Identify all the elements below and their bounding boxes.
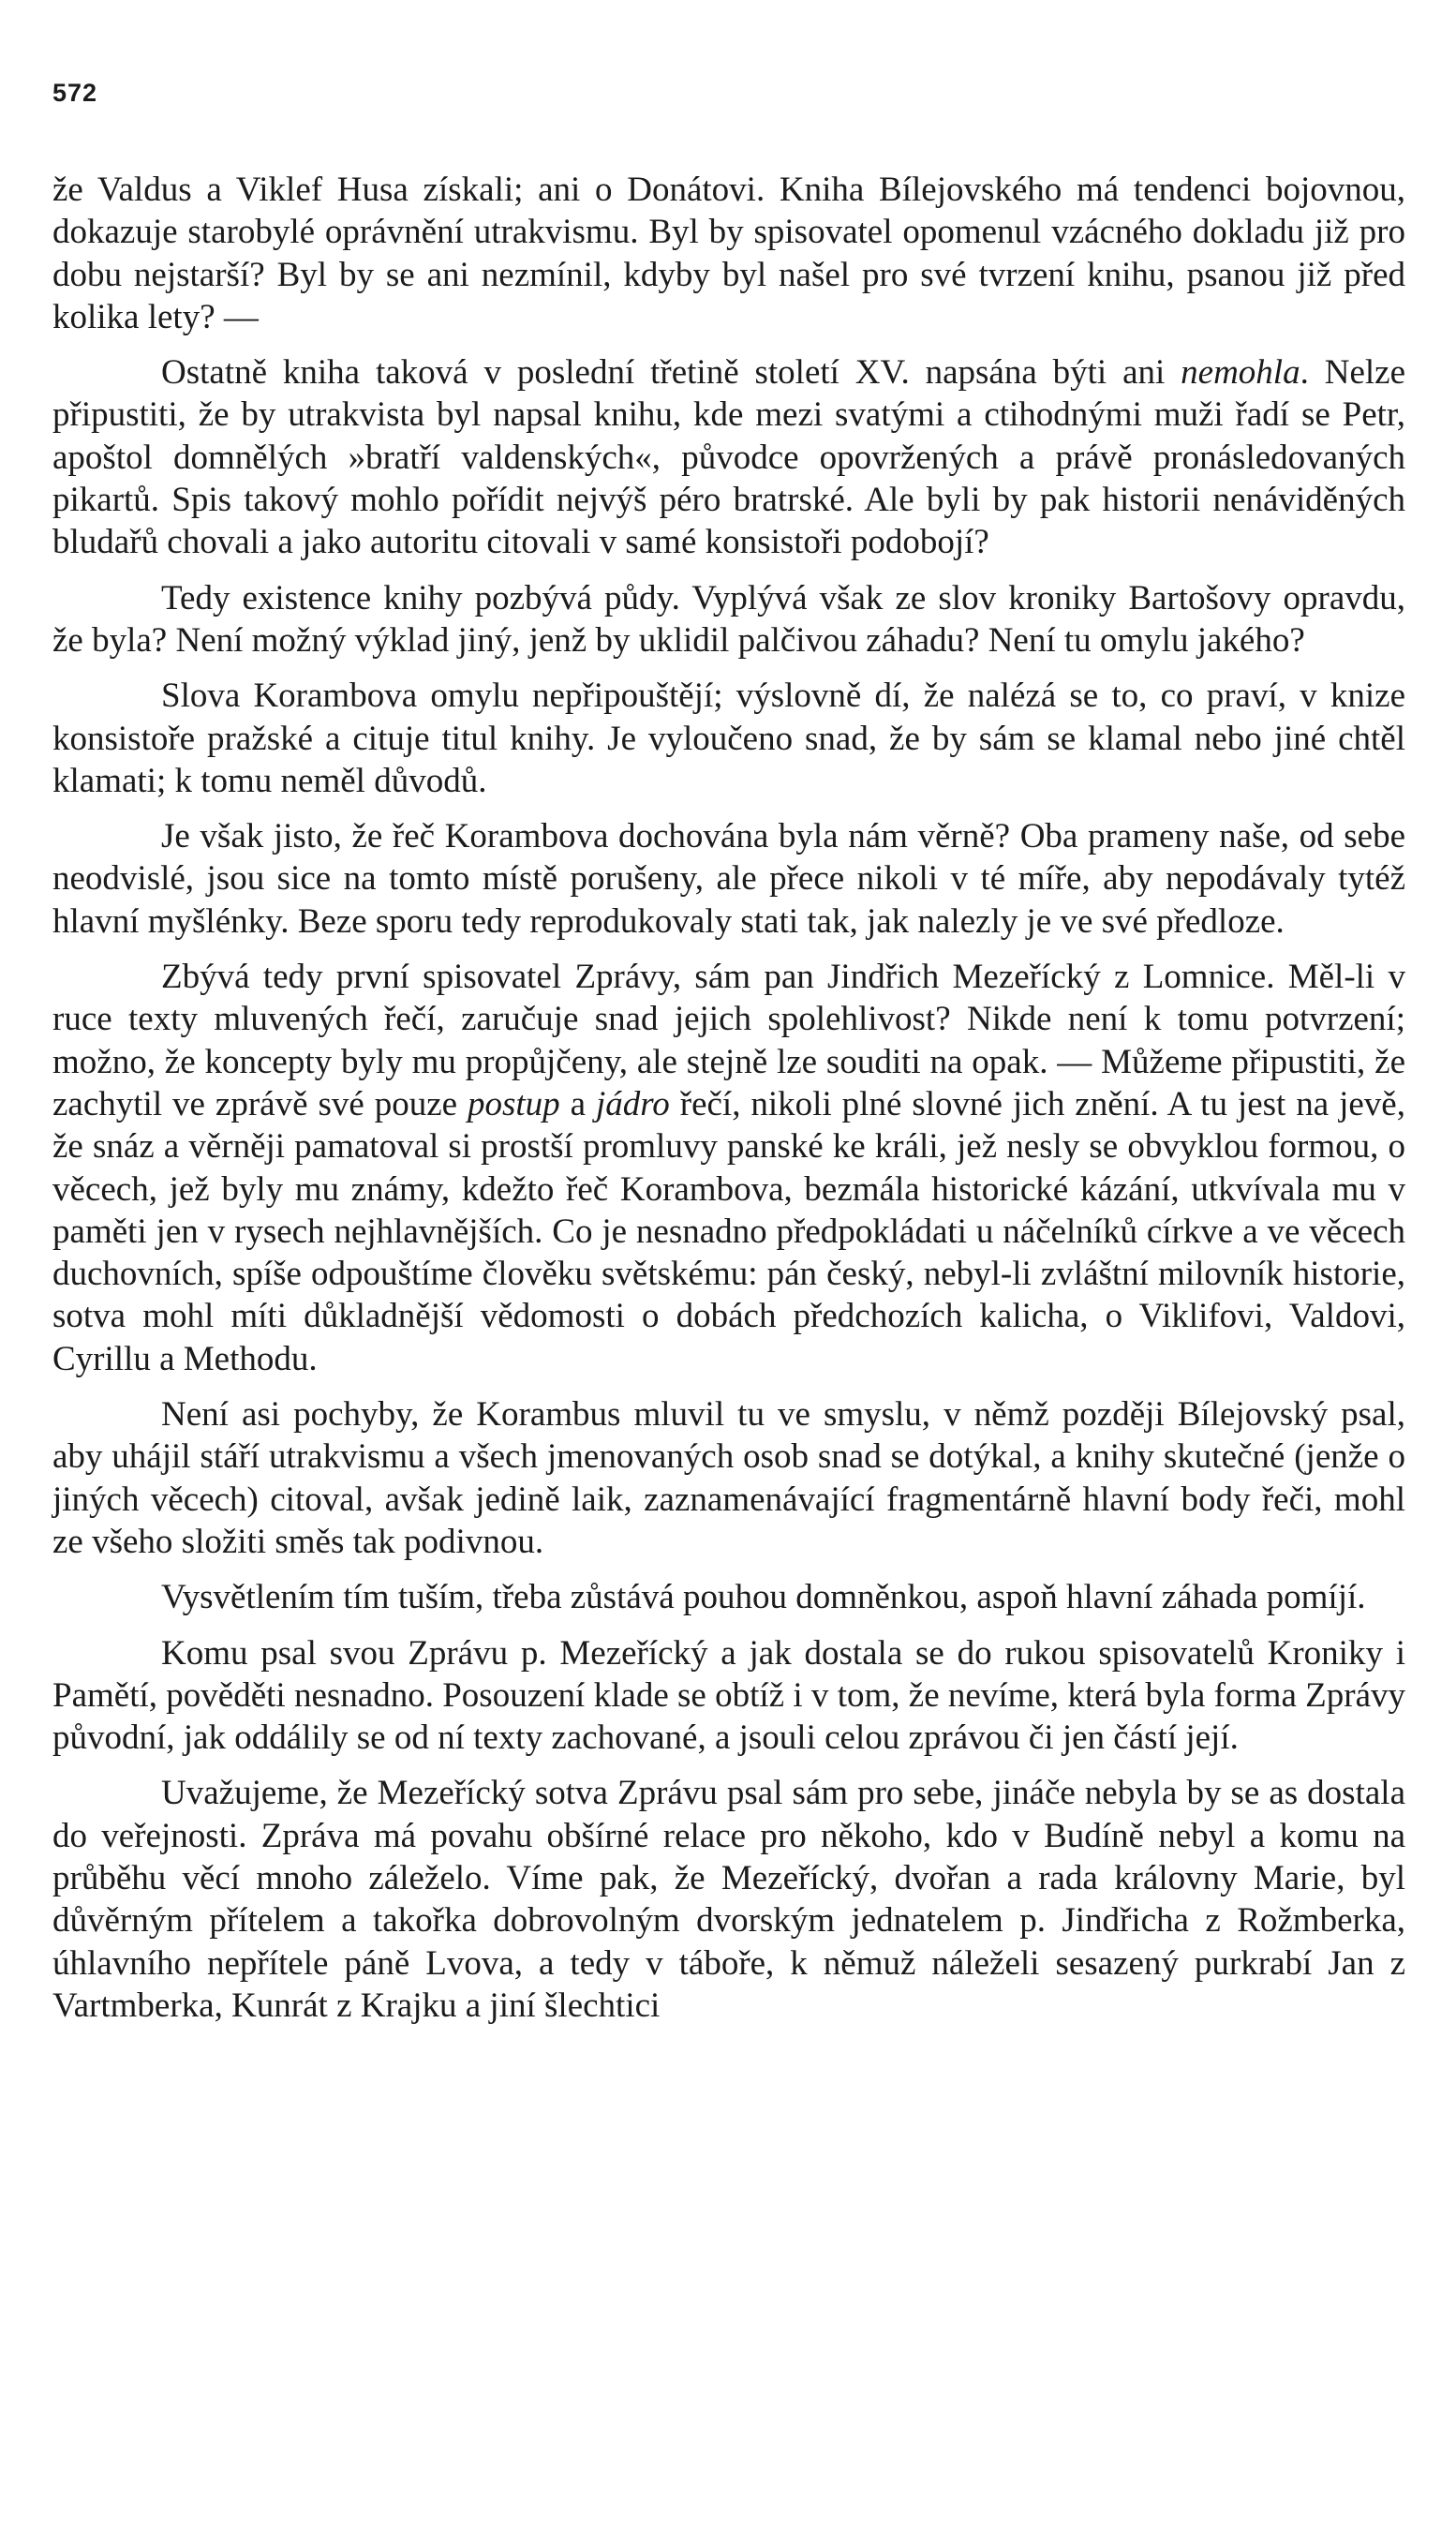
paragraph-text: a — [559, 1084, 596, 1123]
paragraph — [52, 956, 1405, 1380]
paragraph — [52, 815, 1405, 943]
paragraph — [52, 675, 1405, 802]
body-text — [52, 169, 1405, 2040]
paragraph-text: . Nelze připustiti, že by utrakvista byl napsal knihu, kde mezi svatými a ctihodnými muži řadí se Petr, apoštol domnělých »bratří valdenských«, původce opovržených a právě pronásledovaných pikartů. Spis takový mohlo pořídit nejvýš péro bratrské. Ale byli by pak historii nenáviděných bludařů chovali a jako autoritu citovali v samé konsistoři podobojí? — [52, 353, 1405, 562]
paragraph-text: Zbývá tedy první spisovatel Zprávy, sám pan Jindřich Mezeřícký z Lomnice. Měl-li v ruce texty mluvených řečí, zaručuje snad jejich spolehlivost? Nikde není k tomu potvrzení; možno, že koncepty byly mu propůjčeny, ale stejně lze souditi na opak. — Můžeme připustiti, že zachytil ve zprávě své pouze — [52, 958, 1405, 1123]
paragraph-text: Ostatně kniha taková v poslední třetině století XV. napsána býti ani — [161, 353, 1181, 393]
paragraph-text: Je však jisto, že řeč Korambova dochována byla nám věrně? Oba prameny naše, od sebe neodvislé, jsou sice na tomto místě porušeny, ale přece nikoli v té míře, aby nepodávaly tytéž hlavní myšlénky. Beze sporu tedy reprodukovaly stati tak, jak nalezly je ve své předloze. — [52, 817, 1405, 941]
paragraph-text: Uvažujeme, že Mezeřícký sotva Zprávu psal sám pro sebe, jináče nebyla by se as dostala do veřejnosti. Zpráva má povahu obšírné relace pro někoho, kdo v Budíně nebyl a komu na průběhu věcí mnoho záleželo. Víme pak, že Mezeřícký, dvořan a rada královny Marie, byl důvěrným přítelem a takořka dobrovolným dvorským jednatelem p. Jindřicha z Rožmberka, úhlavního nepřítele páně Lvova, a tedy v táboře, k němuž náleželi sesazený purkrabí Jan z Vartmberka, Kunrát z Krajku a jiní šlechtici — [52, 1774, 1405, 2025]
paragraph — [52, 1393, 1405, 1563]
paragraph-text: Slova Korambova omylu nepřipouštějí; výslovně dí, že nalézá se to, co praví, v knize konsistoře pražské a cituje titul knihy. Je vyloučeno snad, že by sám se klamal nebo jiné chtěl klamati; k tomu neměl důvodů. — [52, 677, 1405, 800]
paragraph — [52, 1632, 1405, 1760]
page-number: 572 — [52, 79, 98, 107]
emphasized-text: nemohla — [1181, 353, 1300, 393]
paragraph — [52, 351, 1405, 563]
paragraph-text: Komu psal svou Zprávu p. Mezeřícký a jak dostala se do rukou spisovatelů Kroniky i Pamětí, pověděti nesnadno. Posouzení klade se obtíž i v tom, že nevíme, která byla forma Zprávy původní, jak oddálily se od ní texty zachované, a jsouli celou zprávou či jen částí její. — [52, 1633, 1405, 1758]
paragraph-text: Není asi pochyby, že Korambus mluvil tu ve smyslu, v němž později Bílejovský psal, aby uhájil stáří utrakvismu a všech jmenovaných osob snad se dotýkal, a knihy skutečné (jenže o jiných věcech) citoval, avšak jedině laik, zaznamenávající fragmentárně hlavní body řeči, mohl ze všeho složiti směs tak podivnou. — [52, 1395, 1405, 1561]
paragraph-text: řečí, nikoli plné slovné jich znění. A tu jest na jevě, že snáz a věrněji pamatoval si prostší promluvy panské ke králi, jež nesly se obvyklou formou, o věcech, jež byly mu známy, kdežto řeč Korambova, bezmála historické kázání, utkvívala mu v paměti jen v rysech nejhlavnějších. Co je nesnadno předpokládati u náčelníků církve a ve věcech duchovních, spíše odpouštíme člověku světskému: pán český, nebyl-li zvláštní milovník historie, sotva mohl míti důkladnější vědomosti o dobách předchozích kalicha, o Viklifovi, Valdovi, Cyrillu a Methodu. — [52, 1084, 1405, 1378]
emphasized-text: jádro — [596, 1084, 670, 1123]
paragraph-text: Vysvětlením tím tuším, třeba zůstává pouhou domněnkou, aspoň hlavní záhada pomíjí. — [161, 1578, 1366, 1617]
paragraph — [52, 169, 1405, 338]
emphasized-text: postup — [468, 1084, 560, 1123]
paragraph-text: Tedy existence knihy pozbývá půdy. Vyplývá však ze slov kroniky Bartošovy opravdu, že byla? Není možný výklad jiný, jenž by uklidil palčivou záhadu? Není tu omylu jakého? — [52, 578, 1405, 660]
paragraph-text: že Valdus a Viklef Husa získali; ani o Donátovi. Kniha Bílejovského má tendenci bojovnou, dokazuje starobylé oprávnění utrakvismu. Byl by spisovatel opomenul vzácného dokladu již pro dobu nejstarší? Byl by se ani nezmínil, kdyby byl našel pro své tvrzení knihu, psanou již před kolika lety? — — [52, 171, 1405, 336]
paragraph — [52, 577, 1405, 662]
paragraph — [52, 1576, 1405, 1618]
paragraph — [52, 1772, 1405, 2027]
